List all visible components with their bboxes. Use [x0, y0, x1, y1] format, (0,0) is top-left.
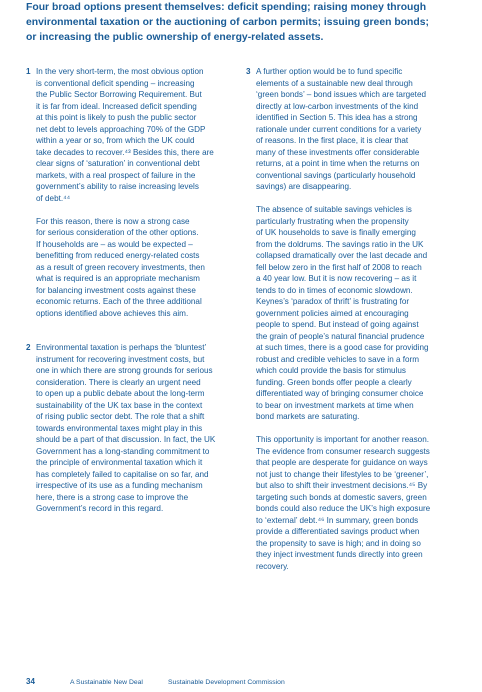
numbered-item-2: [26, 342, 236, 515]
item-number: 3: [246, 67, 251, 76]
paragraph: This opportunity is important for another reason. The evidence from consumer research suggests that people are desperate for guidance on ways not just to change their lifestyles to be ‘greener’, but also to shift their investment decisions.⁴⁵ By targeting such bonds at domestic savers, green bonds could also reduce the UK’s high exposure to ‘external’ debt.⁴⁶ In summary, green bonds provide a differentiated savings product when the propensity to save is high; and in doing so they inject investment funds directly into green recovery.: [256, 435, 431, 571]
paragraph: For this reason, there is now a strong case for serious consideration of the other options. If households are – as would be expected – benefitting from reduced energy-related costs as a result of green recovery investments, then what is required is an appropriate mechanism for balancing investment costs against these economic returns. Each of the three additional options identified above achieves this aim.: [36, 216, 205, 318]
right-column: [246, 66, 458, 572]
paragraph: A further option would be to fund specific elements of a sustainable new deal through ‘green bonds’ – bond issues which are targeted directly at low-carbon investments of the kind identified in Section 5. This idea has a strong rationale under current conditions for a variety of reasons. In the first place, it is clear that many of these investments offer considerable returns, at a point in time when the returns on conventional savings (particularly household savings) are disappearing.: [256, 67, 426, 191]
paragraph: Environmental taxation is perhaps the ‘bluntest’ instrument for recovering investment costs, but one in which there are strong grounds for serious consideration. There is clearly an urgent need to open up a public debate about the long-term sustainability of the UK tax base in the context of rising public sector debt. The role that a shift towards environmental taxes might play in this should be a part of that discussion. In fact, the UK Government has a long-standing commitment to the principle of environmental taxation which it has completely failed to capitalise on so far, and irrespective of its use as a funding mechanism here, there is a strong case to improve the Government’s record in this regard.: [36, 343, 216, 513]
numbered-item-1: [26, 66, 236, 319]
paragraph: In the very short-term, the most obvious option is conventional deficit spending – increasing the Public Sector Borrowing Requirement. But it is far from ideal. Increased deficit spending at this point is likely to push the public sector net debt to levels approaching 70% of the GDP within a year or so, from which the UK could take decades to recover.⁴³ Besides this, there are clear signs of ‘saturation’ in conventional debt markets, with a real prospect of failure in the government’s ability to raise increasing levels of debt.⁴⁴: [36, 67, 214, 203]
section-heading: Four broad options present themselves: deficit spending; raising money through environmental taxation or the auctioning of carbon permits; issuing green bonds; or increasing the public ownership of energy-related assets.: [26, 2, 429, 43]
paragraph: The absence of suitable savings vehicles is particularly frustrating when the propensity of UK households to save is finally emerging from the doldrums. The savings ratio in the UK collapsed dramatically over the last decade and fell below zero in the first half of 2008 to reach a 40 year low. But it is now recovering – as it tends to do in times of economic slowdown. Keynes’s ‘paradox of thrift’ is frustrating for government policies aimed at encouraging people to spend. But instead of going against the grain of people’s natural financial prudence at such times, there is a good case for providing robust and credible vehicles to save in a form which could provide the basis for stimulus funding. Green bonds offer people a clearly differentiated way of bringing consumer choice to bear on investment markets at time when bond markets are saturating.: [256, 205, 429, 421]
item-number: 2: [26, 343, 31, 352]
left-column: [26, 66, 236, 515]
footer-publisher: Sustainable Development Commission: [168, 679, 285, 686]
page-footer: [26, 677, 285, 688]
item-number: 1: [26, 67, 31, 76]
footer-title: A Sustainable New Deal: [70, 679, 143, 686]
page-number: 34: [26, 677, 35, 686]
numbered-item-3: [246, 66, 458, 572]
